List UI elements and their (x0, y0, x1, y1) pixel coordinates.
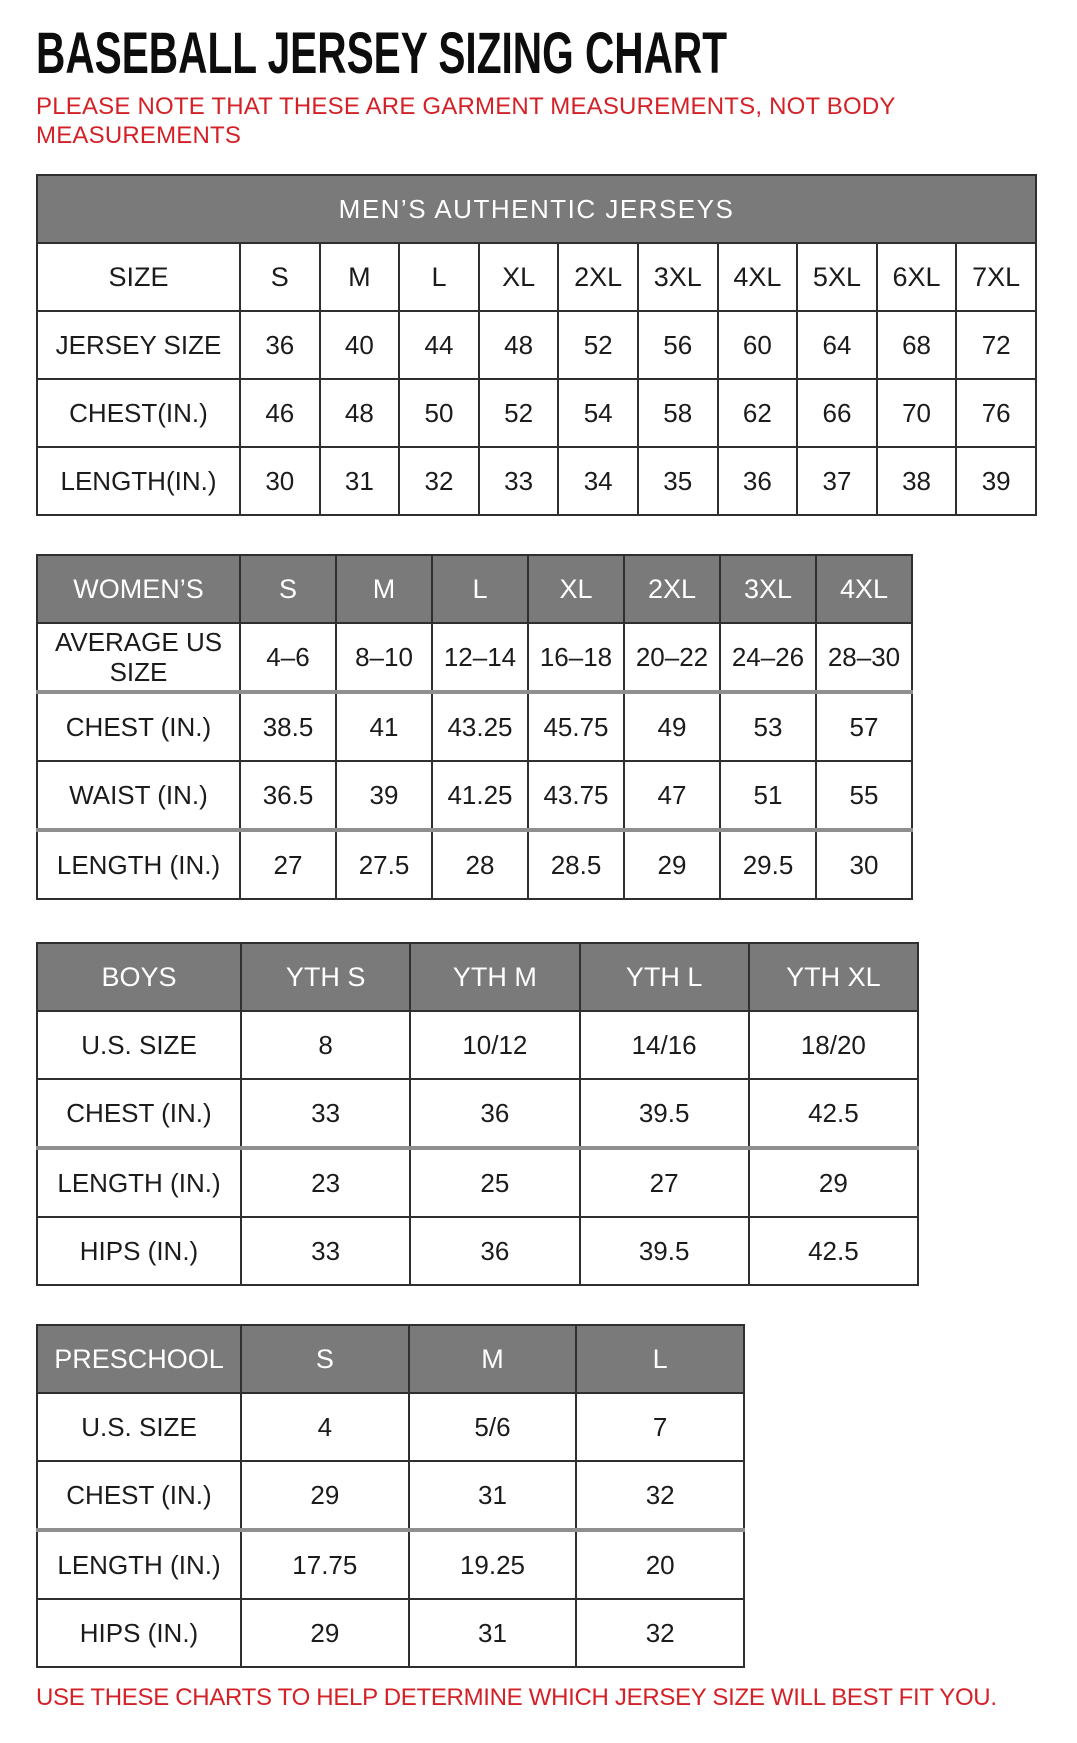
value-cell: 31 (320, 447, 400, 515)
header-row (37, 555, 912, 623)
value-cell: 19.25 (409, 1530, 577, 1599)
column-header-cell: 4XL (816, 555, 912, 623)
value-cell: 23 (241, 1148, 410, 1217)
column-header-cell: XL (479, 243, 559, 311)
value-cell: 16–18 (528, 623, 624, 692)
value-cell: 39 (336, 761, 432, 830)
value-cell: 68 (877, 311, 957, 379)
value-cell: 37 (797, 447, 877, 515)
preschool-table (36, 1324, 745, 1668)
value-cell: 4–6 (240, 623, 336, 692)
value-cell: 52 (479, 379, 559, 447)
column-header-cell: S (240, 555, 336, 623)
column-header-cell: M (320, 243, 400, 311)
column-header-cell: 3XL (720, 555, 816, 623)
value-cell: 27 (580, 1148, 749, 1217)
value-cell: 42.5 (749, 1079, 918, 1148)
header-row (37, 243, 1036, 311)
row-label-cell: LENGTH (IN.) (37, 830, 240, 899)
column-header-cell: S (240, 243, 320, 311)
banner-row (37, 175, 1036, 243)
table-banner: MEN’S AUTHENTIC JERSEYS (37, 175, 1036, 243)
row-label-cell: LENGTH (IN.) (37, 1530, 241, 1599)
value-cell: 38.5 (240, 692, 336, 761)
value-cell: 17.75 (241, 1530, 409, 1599)
row-label-cell: CHEST (IN.) (37, 1079, 241, 1148)
value-cell: 49 (624, 692, 720, 761)
table-row (37, 1393, 744, 1461)
value-cell: 36 (410, 1217, 579, 1285)
table-label-header-cell: BOYS (37, 943, 241, 1011)
column-header-cell: M (336, 555, 432, 623)
column-header-cell: 4XL (718, 243, 798, 311)
table-row (37, 623, 912, 692)
table-row (37, 1599, 744, 1667)
value-cell: 44 (399, 311, 479, 379)
value-cell: 14/16 (580, 1011, 749, 1079)
value-cell: 33 (241, 1217, 410, 1285)
table-row (37, 1079, 918, 1148)
row-label-cell: JERSEY SIZE (37, 311, 240, 379)
value-cell: 5/6 (409, 1393, 577, 1461)
womens-table (36, 554, 913, 900)
table-row (37, 1148, 918, 1217)
value-cell: 36 (410, 1079, 579, 1148)
table-row (37, 830, 912, 899)
value-cell: 41.25 (432, 761, 528, 830)
value-cell: 8–10 (336, 623, 432, 692)
value-cell: 32 (399, 447, 479, 515)
row-label-cell: LENGTH (IN.) (37, 1148, 241, 1217)
column-header-cell: 2XL (558, 243, 638, 311)
value-cell: 4 (241, 1393, 409, 1461)
value-cell: 32 (576, 1461, 744, 1530)
value-cell: 41 (336, 692, 432, 761)
preschool-sizing-table (36, 1324, 1057, 1668)
value-cell: 18/20 (749, 1011, 918, 1079)
value-cell: 20–22 (624, 623, 720, 692)
value-cell: 72 (956, 311, 1036, 379)
value-cell: 10/12 (410, 1011, 579, 1079)
value-cell: 64 (797, 311, 877, 379)
column-header-cell: 6XL (877, 243, 957, 311)
value-cell: 76 (956, 379, 1036, 447)
value-cell: 47 (624, 761, 720, 830)
row-label-cell: HIPS (IN.) (37, 1217, 241, 1285)
womens-sizing-table (36, 554, 1057, 900)
column-header-cell: L (576, 1325, 744, 1393)
value-cell: 30 (816, 830, 912, 899)
row-label-cell: AVERAGE US SIZE (37, 623, 240, 692)
value-cell: 39.5 (580, 1217, 749, 1285)
value-cell: 52 (558, 311, 638, 379)
value-cell: 43.25 (432, 692, 528, 761)
value-cell: 54 (558, 379, 638, 447)
value-cell: 32 (576, 1599, 744, 1667)
value-cell: 28.5 (528, 830, 624, 899)
garment-measurements-note: PLEASE NOTE THAT THESE ARE GARMENT MEASUREMENTS, NOT BODY MEASUREMENTS (36, 93, 896, 149)
value-cell: 38 (877, 447, 957, 515)
value-cell: 46 (240, 379, 320, 447)
row-label-cell: LENGTH(IN.) (37, 447, 240, 515)
table-row (37, 1217, 918, 1285)
value-cell: 12–14 (432, 623, 528, 692)
page-title: BASEBALL JERSEY SIZING CHART (36, 21, 728, 86)
value-cell: 34 (558, 447, 638, 515)
value-cell: 40 (320, 311, 400, 379)
value-cell: 31 (409, 1599, 577, 1667)
value-cell: 36 (240, 311, 320, 379)
value-cell: 57 (816, 692, 912, 761)
table-row (37, 761, 912, 830)
value-cell: 7 (576, 1393, 744, 1461)
value-cell: 29 (241, 1461, 409, 1530)
column-header-cell: YTH M (410, 943, 579, 1011)
column-header-cell: YTH S (241, 943, 410, 1011)
footer-note: USE THESE CHARTS TO HELP DETERMINE WHICH JERSEY SIZE WILL BEST FIT YOU. (36, 1684, 997, 1711)
table-label-header-cell: PRESCHOOL (37, 1325, 241, 1393)
value-cell: 50 (399, 379, 479, 447)
table-row (37, 447, 1036, 515)
value-cell: 60 (718, 311, 798, 379)
value-cell: 48 (320, 379, 400, 447)
value-cell: 45.75 (528, 692, 624, 761)
column-header-cell: M (409, 1325, 577, 1393)
row-label-cell: WAIST (IN.) (37, 761, 240, 830)
row-label-cell: U.S. SIZE (37, 1393, 241, 1461)
value-cell: 29 (749, 1148, 918, 1217)
column-header-cell: 5XL (797, 243, 877, 311)
value-cell: 66 (797, 379, 877, 447)
header-row (37, 1325, 744, 1393)
value-cell: 43.75 (528, 761, 624, 830)
column-header-cell: S (241, 1325, 409, 1393)
table-row (37, 1461, 744, 1530)
table-row (37, 379, 1036, 447)
value-cell: 70 (877, 379, 957, 447)
value-cell: 29 (241, 1599, 409, 1667)
boys-sizing-table (36, 942, 1057, 1286)
value-cell: 29.5 (720, 830, 816, 899)
column-header-cell: L (399, 243, 479, 311)
value-cell: 30 (240, 447, 320, 515)
value-cell: 51 (720, 761, 816, 830)
value-cell: 29 (624, 830, 720, 899)
value-cell: 28 (432, 830, 528, 899)
table-row (37, 311, 1036, 379)
value-cell: 58 (638, 379, 718, 447)
value-cell: 27 (240, 830, 336, 899)
value-cell: 33 (241, 1079, 410, 1148)
row-label-cell: U.S. SIZE (37, 1011, 241, 1079)
column-header-cell: L (432, 555, 528, 623)
table-row (37, 692, 912, 761)
value-cell: 62 (718, 379, 798, 447)
header-row (37, 943, 918, 1011)
boys-table (36, 942, 919, 1286)
value-cell: 20 (576, 1530, 744, 1599)
row-label-cell: CHEST(IN.) (37, 379, 240, 447)
table-label-header-cell: SIZE (37, 243, 240, 311)
value-cell: 8 (241, 1011, 410, 1079)
table-label-header-cell: WOMEN’S (37, 555, 240, 623)
table-row (37, 1530, 744, 1599)
value-cell: 25 (410, 1148, 579, 1217)
column-header-cell: 2XL (624, 555, 720, 623)
row-label-cell: HIPS (IN.) (37, 1599, 241, 1667)
value-cell: 24–26 (720, 623, 816, 692)
mens-table (36, 174, 1037, 516)
mens-authentic-jerseys-table (36, 174, 1057, 516)
value-cell: 36.5 (240, 761, 336, 830)
value-cell: 35 (638, 447, 718, 515)
column-header-cell: XL (528, 555, 624, 623)
value-cell: 55 (816, 761, 912, 830)
value-cell: 27.5 (336, 830, 432, 899)
column-header-cell: 7XL (956, 243, 1036, 311)
value-cell: 31 (409, 1461, 577, 1530)
column-header-cell: YTH L (580, 943, 749, 1011)
value-cell: 48 (479, 311, 559, 379)
value-cell: 39.5 (580, 1079, 749, 1148)
value-cell: 56 (638, 311, 718, 379)
table-row (37, 1011, 918, 1079)
value-cell: 33 (479, 447, 559, 515)
value-cell: 53 (720, 692, 816, 761)
value-cell: 39 (956, 447, 1036, 515)
row-label-cell: CHEST (IN.) (37, 692, 240, 761)
value-cell: 36 (718, 447, 798, 515)
column-header-cell: YTH XL (749, 943, 918, 1011)
value-cell: 28–30 (816, 623, 912, 692)
value-cell: 42.5 (749, 1217, 918, 1285)
column-header-cell: 3XL (638, 243, 718, 311)
row-label-cell: CHEST (IN.) (37, 1461, 241, 1530)
